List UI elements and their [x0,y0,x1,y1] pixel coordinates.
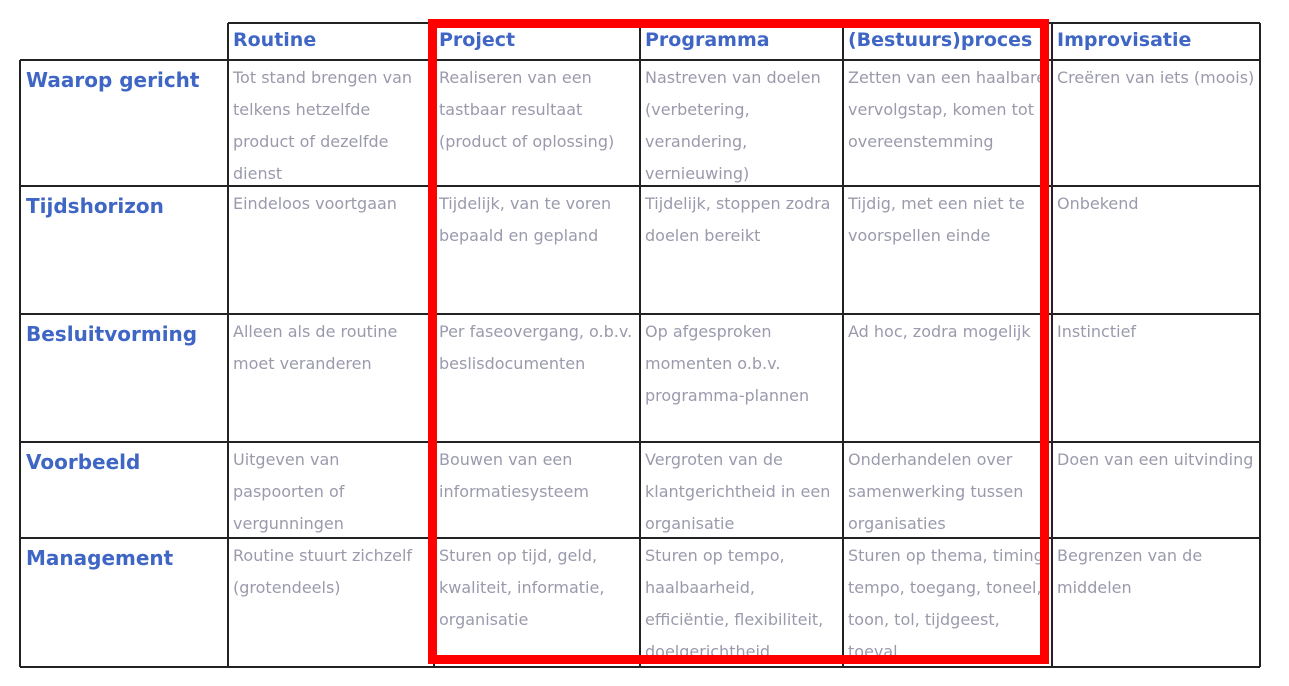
column-header-bestuurs-proces: (Bestuurs)proces [848,29,1033,51]
column-header-project: Project [439,29,516,51]
table-cell: Tijdelijk, stoppen zodra doelen bereikt [645,194,831,245]
table-cell: Tot stand brengen van telkens hetzelfde product of dezelfde dienst [233,68,413,183]
table-cell: Bouwen van een informatiesysteem [439,450,589,501]
row-header-management: Management [26,546,174,570]
row-header-waarop-gericht: Waarop gericht [26,68,200,92]
table-cell: Doen van een uitvinding [1057,450,1254,469]
table-cell: Tijdig, met een niet te voorspellen einde [848,194,1025,245]
row-header-besluitvorming: Besluitvorming [26,322,198,346]
table-cell: Realiseren van een tastbaar resultaat (product of oplossing) [439,68,615,151]
table-cell: Zetten van een haalbare vervolgstap, komen tot overeenstemming [848,68,1047,151]
table-cell: Eindeloos voortgaan [233,194,397,213]
table-cell: Alleen als de routine moet veranderen [233,322,398,373]
column-header-routine: Routine [233,29,317,51]
table-cell: Creëren van iets (moois) [1057,68,1255,87]
table-cell: Instinctief [1057,322,1137,341]
column-header-programma: Programma [645,29,770,51]
table-cell: Sturen op tijd, geld, kwaliteit, informatie, organisatie [439,546,605,629]
row-header-voorbeeld: Voorbeeld [26,450,141,474]
table-cell: Begrenzen van de middelen [1057,546,1203,597]
table-cell: Sturen op tempo, haalbaarheid, efficiëntie, flexibiliteit, doelgerichtheid [645,546,824,661]
table-cell: Tijdelijk, van te voren bepaald en gepland [439,194,612,245]
table-cell: Onderhandelen over samenwerking tussen organisaties [848,450,1024,533]
table-cell: Routine stuurt zichzelf (grotendeels) [233,546,413,597]
table-cell: Nastreven van doelen (verbetering, verandering, vernieuwing) [645,68,821,183]
table-cell: Uitgeven van paspoorten of vergunningen [233,450,345,533]
table-cell: Vergroten van de klantgerichtheid in een organisatie [645,450,831,533]
table-cell: Sturen op thema, timing, tempo, toegang, toneel, toon, tol, tijdgeest, toeval [848,546,1049,661]
table-cell: Per faseovergang, o.b.v. beslisdocumenten [439,322,633,373]
column-header-improvisatie: Improvisatie [1057,29,1192,51]
row-header-tijdshorizon: Tijdshorizon [26,194,164,218]
table-cell: Ad hoc, zodra mogelijk [848,322,1031,341]
table-cell: Onbekend [1057,194,1139,213]
table-cell: Op afgesproken momenten o.b.v. programma-plannen [645,322,810,405]
